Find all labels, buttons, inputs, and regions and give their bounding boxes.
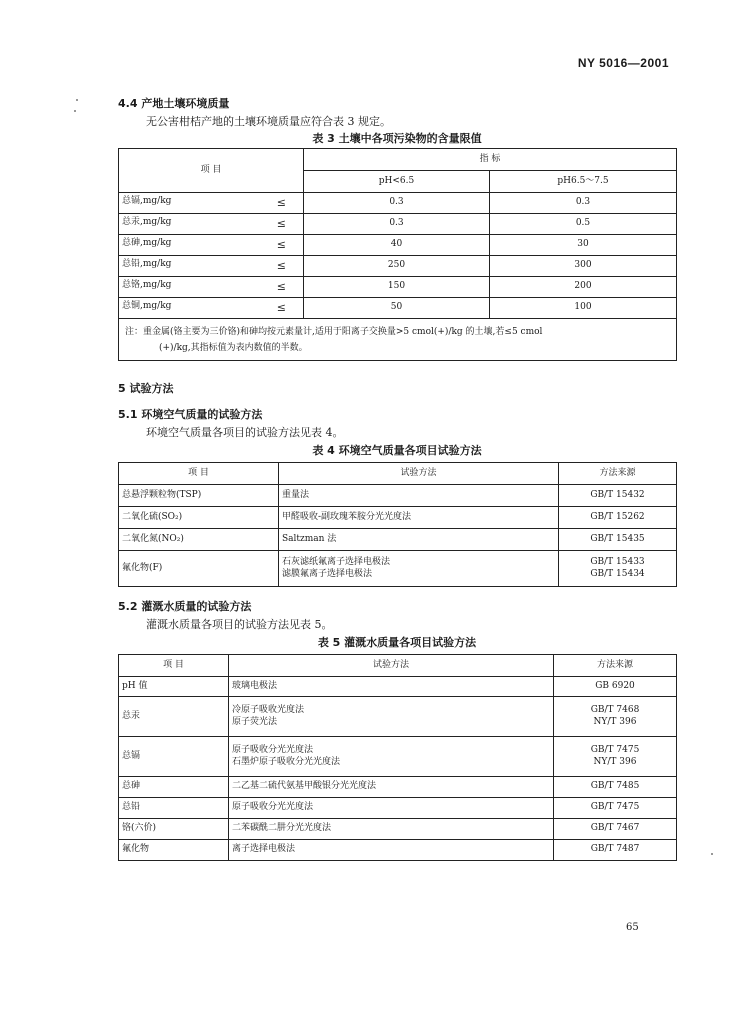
scan-speck — [76, 99, 78, 101]
table-row — [119, 485, 677, 507]
table5-method: 冷原子吸收光度法 — [232, 705, 305, 716]
leq-symbol: ≤ — [276, 217, 286, 231]
table3-note — [119, 319, 677, 361]
table4 — [118, 462, 677, 587]
table3-value-low: 150 — [304, 277, 490, 298]
table5-item: 氟化物 — [119, 840, 229, 861]
table3-caption: 表 3 土壤中各项污染物的含量限值 — [312, 132, 482, 145]
table5-source: NY/T 396 — [593, 716, 637, 727]
table4-source-cell — [559, 551, 677, 587]
table3-value-high: 200 — [490, 277, 677, 298]
table3-value-low: 250 — [304, 256, 490, 277]
table4-method-cell — [279, 551, 559, 587]
section-4-4-heading: 4.4 产地土壤环境质量 — [118, 97, 230, 110]
table4-item: 氟化物(F) — [119, 551, 279, 587]
scan-speck — [711, 853, 713, 855]
table5-item: 总砷 — [119, 777, 229, 798]
table5-source: GB/T 7475 — [554, 798, 677, 819]
table4-source: GB/T 15432 — [559, 485, 677, 507]
table3-item: 总铅,mg/kg — [122, 259, 172, 270]
leq-symbol: ≤ — [276, 301, 286, 315]
table-row — [119, 819, 677, 840]
table3-value-high: 0.3 — [490, 193, 677, 214]
table3-item-header: 项 目 — [119, 149, 304, 193]
table-row — [119, 840, 677, 861]
table4-source: GB/T 15435 — [559, 529, 677, 551]
table3-indicator-header: 指 标 — [304, 149, 677, 171]
table4-source-header: 方法来源 — [559, 463, 677, 485]
table5-method-cell — [229, 697, 554, 737]
table4-source: GB/T 15434 — [590, 568, 645, 579]
table-row — [119, 551, 677, 587]
table3-item: 总砷,mg/kg — [122, 238, 172, 249]
table5 — [118, 654, 677, 861]
table4-method-header: 试验方法 — [279, 463, 559, 485]
table5-caption: 表 5 灌溉水质量各项目试验方法 — [317, 636, 477, 649]
table5-method: 原子吸收分光光度法 — [232, 745, 314, 756]
table5-item: 总汞 — [119, 697, 229, 737]
table4-source: GB/T 15262 — [559, 507, 677, 529]
table3-value-low: 0.3 — [304, 193, 490, 214]
table4-method: Saltzman 法 — [279, 529, 559, 551]
table-row — [119, 798, 677, 819]
table3-ph-high-header: pH6.5～7.5 — [490, 171, 677, 193]
section-5-2-heading: 5.2 灌溉水质量的试验方法 — [118, 600, 252, 613]
table5-source-cell — [554, 697, 677, 737]
table5-source-cell — [554, 737, 677, 777]
table-row — [119, 214, 677, 235]
leq-symbol: ≤ — [276, 238, 286, 252]
table-row — [119, 256, 677, 277]
section-5-2-body: 灌溉水质量各项目的试验方法见表 5。 — [146, 618, 333, 631]
table3 — [118, 148, 677, 361]
standard-code: NY 5016—2001 — [577, 56, 669, 70]
table-row — [119, 697, 677, 737]
table5-method: 二苯碳酰二肼分光光度法 — [229, 819, 554, 840]
table3-value-low: 50 — [304, 298, 490, 319]
leq-symbol: ≤ — [276, 196, 286, 210]
table5-source: GB/T 7475 — [590, 745, 640, 756]
table-row — [119, 529, 677, 551]
table3-value-low: 40 — [304, 235, 490, 256]
table5-method: 玻璃电极法 — [229, 677, 554, 697]
table-row — [119, 193, 677, 214]
table5-source: GB 6920 — [554, 677, 677, 697]
table-row — [119, 677, 677, 697]
table3-value-high: 30 — [490, 235, 677, 256]
table4-source: GB/T 15433 — [590, 557, 645, 568]
table5-source: NY/T 396 — [593, 756, 637, 767]
section-5-1-heading: 5.1 环境空气质量的试验方法 — [118, 408, 263, 421]
table5-method-cell — [229, 737, 554, 777]
table3-item: 总铜,mg/kg — [122, 301, 172, 312]
table5-source: GB/T 7468 — [590, 705, 640, 716]
table5-method: 原子荧光法 — [232, 716, 278, 727]
table3-item: 总汞,mg/kg — [122, 217, 172, 228]
table5-method-header: 试验方法 — [229, 655, 554, 677]
section-5-1-body: 环境空气质量各项目的试验方法见表 4。 — [146, 426, 344, 439]
table5-method: 离子选择电极法 — [229, 840, 554, 861]
table3-value-low: 0.3 — [304, 214, 490, 235]
table-row — [119, 235, 677, 256]
table3-item: 总镉,mg/kg — [122, 196, 172, 207]
table5-item-header: 项 目 — [119, 655, 229, 677]
table-row — [119, 777, 677, 798]
leq-symbol: ≤ — [276, 280, 286, 294]
page-number: 65 — [626, 922, 639, 933]
section-5-heading: 5 试验方法 — [118, 382, 174, 395]
table3-note-line2: (+)/kg,其指标值为表内数值的半数。 — [159, 342, 308, 353]
table4-item: 二氧化氮(NO₂) — [119, 529, 279, 551]
table4-method: 滤膜氟离子选择电极法 — [282, 568, 373, 579]
scan-speck — [74, 110, 76, 112]
table5-item: 铬(六价) — [119, 819, 229, 840]
table5-item: 总铅 — [119, 798, 229, 819]
table4-caption: 表 4 环境空气质量各项目试验方法 — [312, 444, 482, 457]
table3-ph-low-header: pH<6.5 — [304, 171, 490, 193]
table-row — [119, 298, 677, 319]
table3-note-line1: 注：重金属(铬主要为三价铬)和砷均按元素量计,适用于阳离子交换量>5 cmol(+)/kg 的土壤,若≤5 cmol — [125, 326, 543, 337]
table5-item: 总镉 — [119, 737, 229, 777]
table4-item: 总悬浮颗粒物(TSP) — [119, 485, 279, 507]
leq-symbol: ≤ — [276, 259, 286, 273]
table3-value-high: 0.5 — [490, 214, 677, 235]
table4-method: 甲醛吸收-副玫瑰苯胺分光光度法 — [279, 507, 559, 529]
table3-value-high: 100 — [490, 298, 677, 319]
table3-item: 总铬,mg/kg — [122, 280, 172, 291]
table5-method: 石墨炉原子吸收分光光度法 — [232, 756, 341, 767]
table5-method: 原子吸收分光光度法 — [229, 798, 554, 819]
table5-source: GB/T 7487 — [554, 840, 677, 861]
table5-source: GB/T 7467 — [554, 819, 677, 840]
table-row — [119, 277, 677, 298]
table-row — [119, 737, 677, 777]
section-4-4-body: 无公害柑桔产地的土壤环境质量应符合表 3 规定。 — [146, 115, 391, 128]
table4-method: 石灰滤纸氟离子选择电极法 — [282, 557, 391, 568]
table5-source: GB/T 7485 — [554, 777, 677, 798]
table5-source-header: 方法来源 — [554, 655, 677, 677]
table3-value-high: 300 — [490, 256, 677, 277]
table-row — [119, 507, 677, 529]
table4-method: 重量法 — [279, 485, 559, 507]
table5-item: pH 值 — [119, 677, 229, 697]
table5-method: 二乙基二硫代氨基甲酸银分光光度法 — [229, 777, 554, 798]
table4-item-header: 项 目 — [119, 463, 279, 485]
table4-item: 二氧化硫(SO₂) — [119, 507, 279, 529]
